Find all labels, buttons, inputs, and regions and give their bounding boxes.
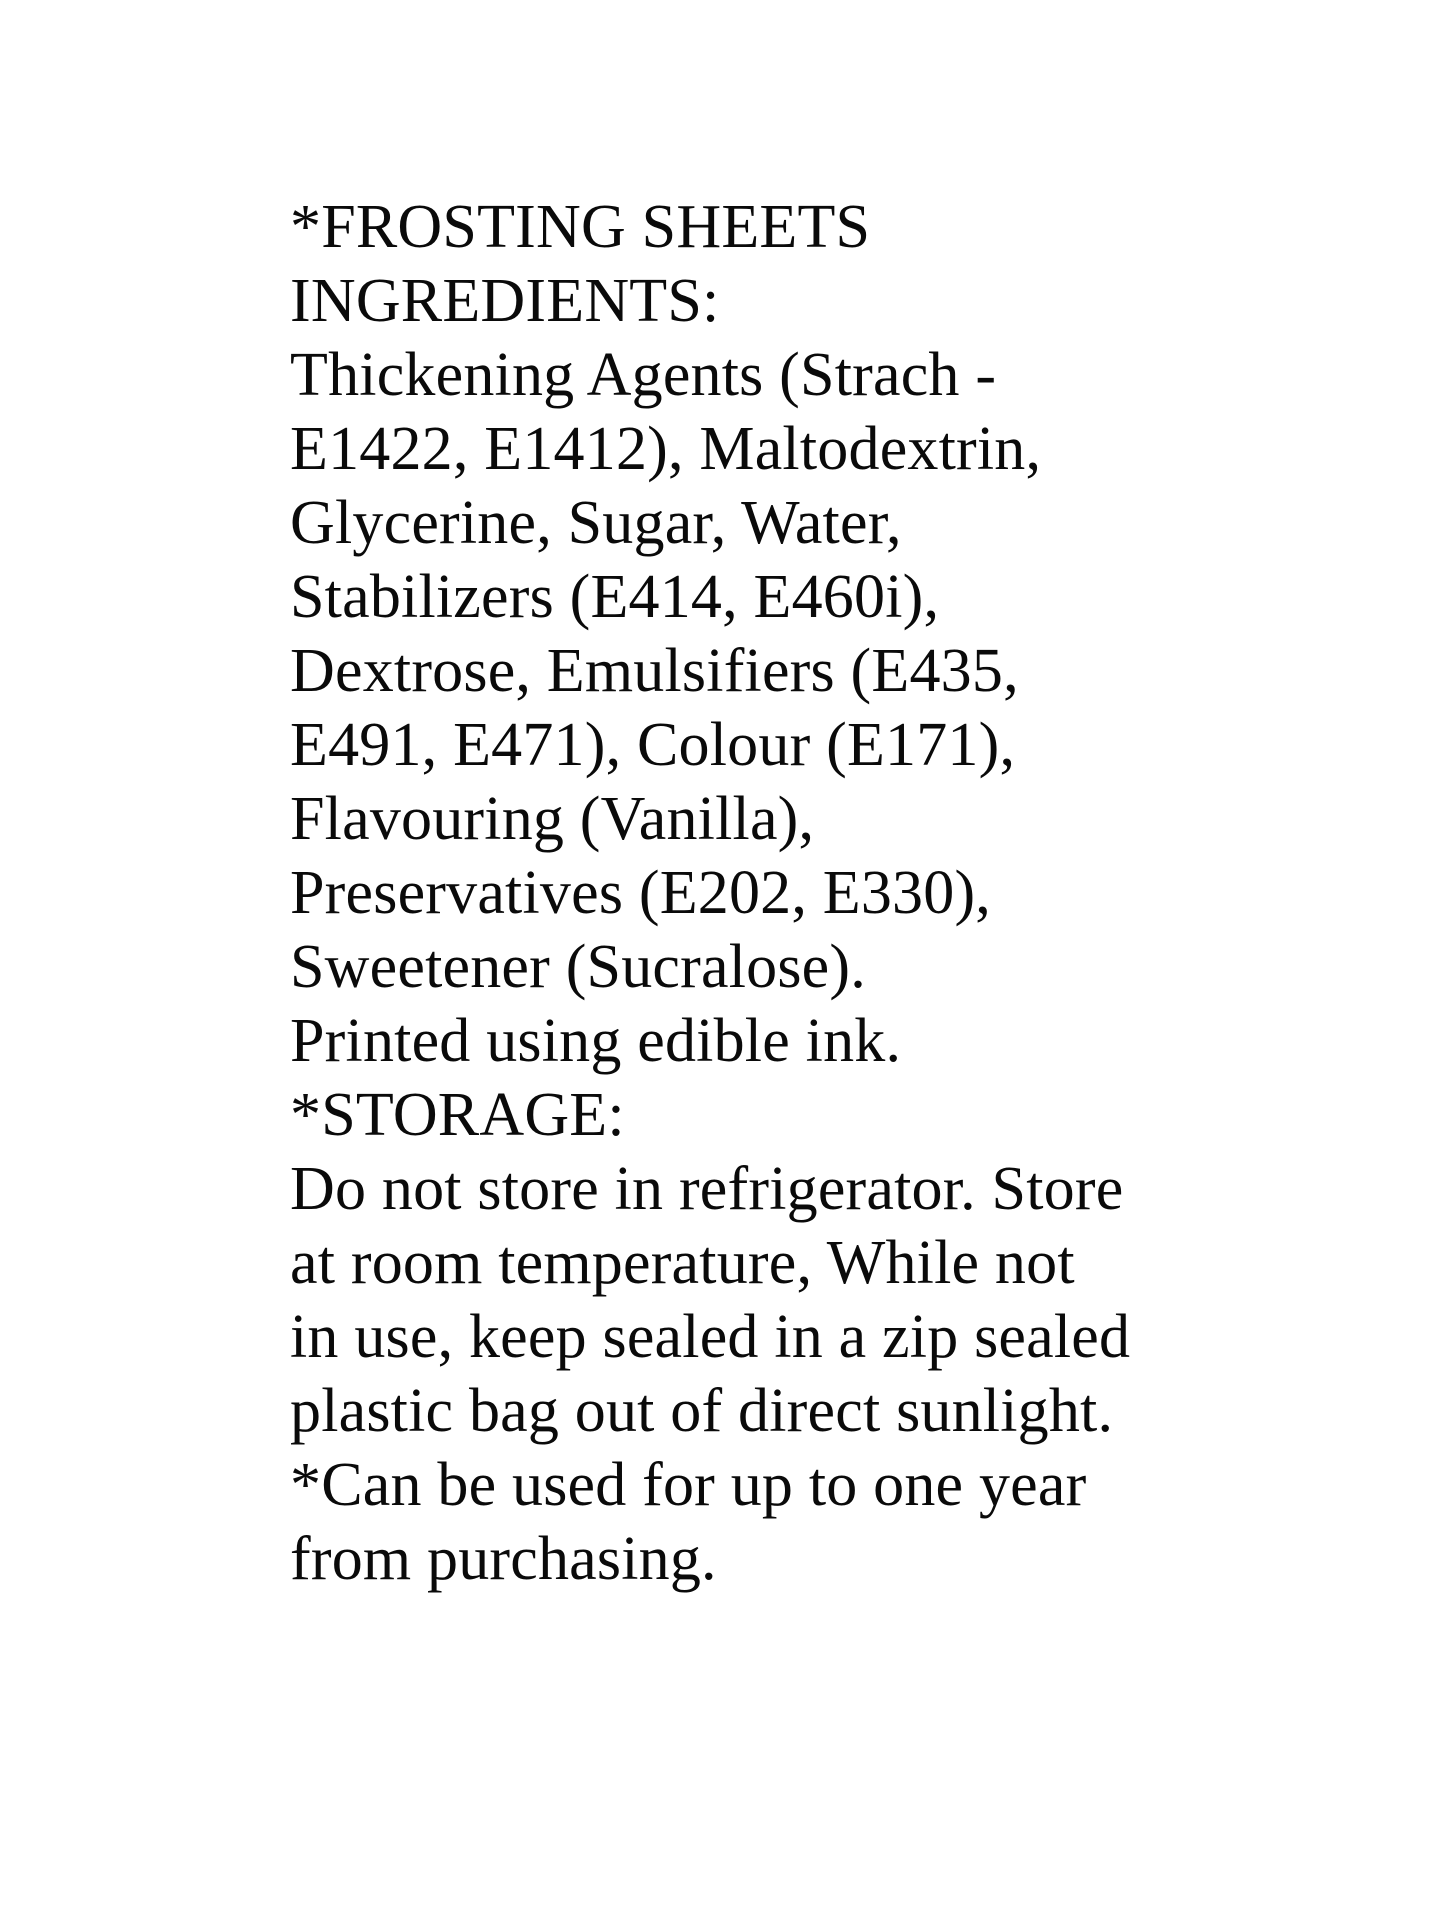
- product-label-text: [290, 190, 1250, 1596]
- ingredients-body-line-10: Printed using edible ink.: [290, 1007, 902, 1075]
- ingredients-body-line-5: Dextrose, Emulsifiers (E435,: [290, 637, 1019, 705]
- storage-body-line-5: *Can be used for up to one year: [290, 1451, 1087, 1519]
- ingredients-body-line-6: E491, E471), Colour (E171),: [290, 711, 1016, 779]
- ingredients-body-line-3: Glycerine, Sugar, Water,: [290, 489, 902, 557]
- ingredients-body-line-2: E1422, E1412), Maltodextrin,: [290, 415, 1042, 483]
- ingredients-body-line-1: Thickening Agents (Strach -: [290, 341, 997, 409]
- ingredients-body-line-8: Preservatives (E202, E330),: [290, 859, 991, 927]
- ingredients-body-line-9: Sweetener (Sucralose).: [290, 933, 866, 1001]
- ingredients-heading-line-1: *FROSTING SHEETS: [290, 193, 871, 261]
- storage-heading-line-1: *STORAGE:: [290, 1081, 625, 1149]
- storage-body-line-3: in use, keep sealed in a zip sealed: [290, 1303, 1131, 1371]
- ingredients-body-line-7: Flavouring (Vanilla),: [290, 785, 815, 853]
- ingredients-body-line-4: Stabilizers (E414, E460i),: [290, 563, 940, 631]
- storage-body-line-2: at room temperature, While not: [290, 1229, 1075, 1297]
- ingredients-heading-line-2: INGREDIENTS:: [290, 267, 720, 335]
- storage-body-line-6: from purchasing.: [290, 1525, 717, 1593]
- storage-body-line-4: plastic bag out of direct sunlight.: [290, 1377, 1114, 1445]
- storage-body-line-1: Do not store in refrigerator. Store: [290, 1155, 1124, 1223]
